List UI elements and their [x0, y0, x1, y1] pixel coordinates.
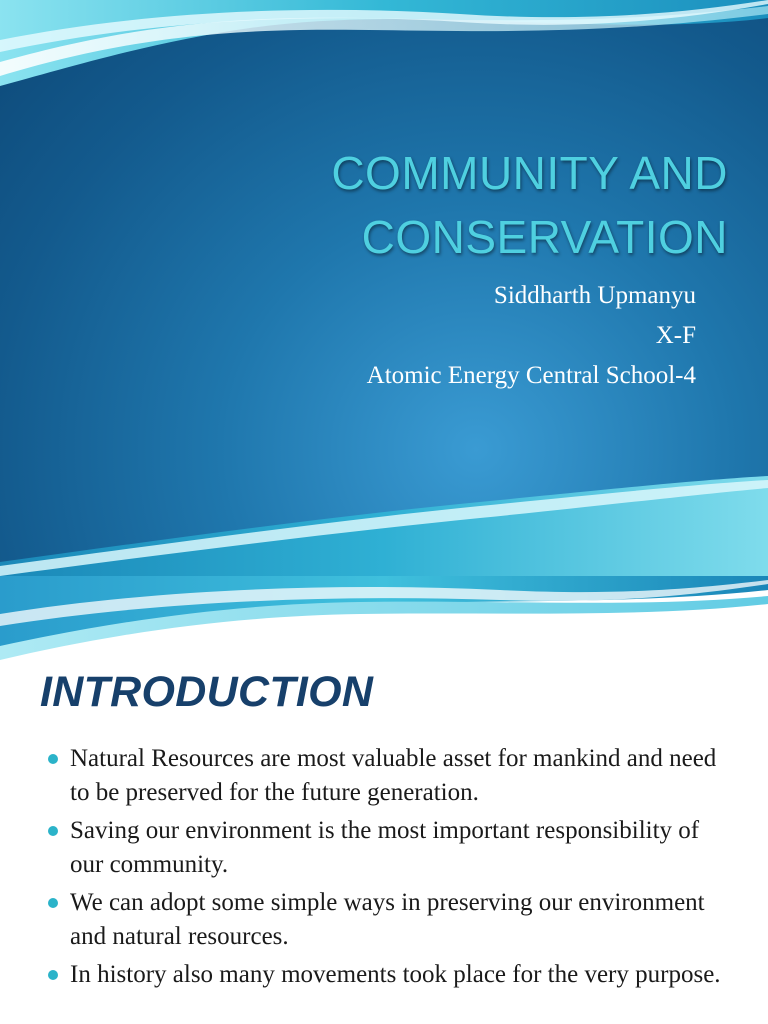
introduction-slide — [0, 576, 768, 1024]
list-item — [46, 886, 736, 954]
bullet-dot-icon — [48, 970, 58, 980]
top-wave-decoration — [0, 0, 768, 100]
school-name: Atomic Energy Central School-4 — [366, 362, 696, 389]
bullet-dot-icon — [48, 754, 58, 764]
bullet-dot-icon — [48, 898, 58, 908]
bullet-text: Natural Resources are most valuable asset for mankind and need to be preserved for the future generation. — [70, 745, 717, 806]
list-item — [46, 742, 736, 810]
bottom-wave-decoration — [0, 466, 768, 576]
bullet-list — [46, 742, 736, 996]
presentation-subtitle — [96, 276, 696, 396]
title-line-2: CONSERVATION — [361, 211, 728, 263]
author-name: Siddharth Upmanyu — [493, 282, 696, 309]
author-class: X-F — [655, 322, 696, 349]
list-item — [46, 814, 736, 882]
title-line-1: COMMUNITY AND — [331, 147, 728, 199]
bullet-dot-icon — [48, 826, 58, 836]
top-wave-decoration — [0, 576, 768, 660]
bullet-text: We can adopt some simple ways in preserving our environment and natural resources. — [70, 889, 705, 950]
slide-heading: INTRODUCTION — [40, 668, 374, 716]
bullet-text: Saving our environment is the most important responsibility of our community. — [70, 817, 700, 878]
bullet-text: In history also many movements took place for the very purpose. — [70, 961, 721, 988]
list-item — [46, 958, 736, 992]
presentation-title — [28, 141, 728, 269]
